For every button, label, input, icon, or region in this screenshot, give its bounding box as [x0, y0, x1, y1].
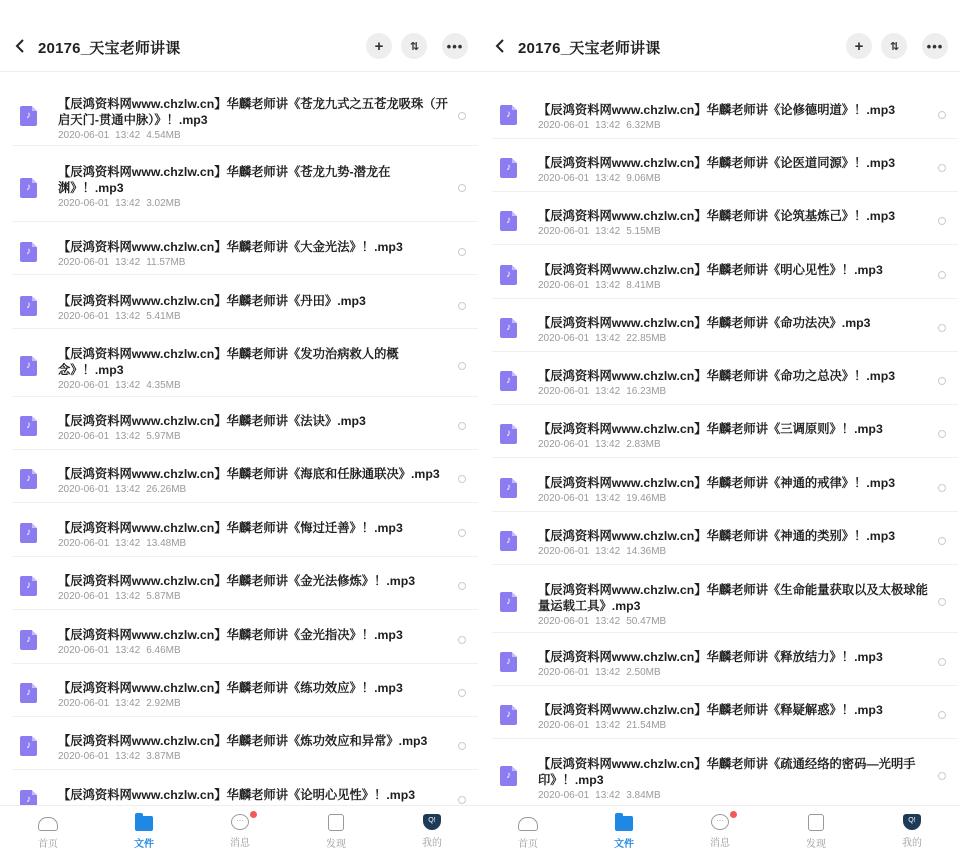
- file-time: 13:42: [595, 720, 621, 731]
- audio-file-icon: ♪: [20, 576, 37, 596]
- file-row[interactable]: [12, 459, 478, 503]
- tab-label: 我的: [902, 838, 922, 849]
- folder-icon: [615, 816, 633, 831]
- file-name: 【辰鸿资料网www.chzlw.cn】华麟老师讲《论医道同源》！.mp3: [538, 156, 896, 170]
- file-date: 2020-06-01: [538, 333, 590, 344]
- file-row[interactable]: [12, 566, 478, 610]
- file-size: 8.41MB: [626, 280, 661, 291]
- file-row[interactable]: [12, 673, 478, 717]
- file-time: 13:42: [115, 484, 141, 495]
- add-button[interactable]: +: [366, 33, 392, 59]
- header: [0, 0, 480, 72]
- file-meta: [58, 198, 181, 210]
- file-time: 13:42: [115, 591, 141, 602]
- file-time: 13:42: [595, 667, 621, 678]
- audio-file-icon: ♪: [20, 416, 37, 436]
- select-radio[interactable]: [458, 302, 466, 310]
- file-name: 【辰鸿资料网www.chzlw.cn】华麟老师讲《海底和任脉通联决》.mp3: [58, 467, 440, 481]
- audio-file-icon: ♪: [500, 424, 517, 444]
- file-meta: [58, 257, 185, 269]
- file-date: 2020-06-01: [538, 439, 590, 450]
- file-size: 3.02MB: [146, 198, 181, 209]
- file-size: 4.35MB: [146, 380, 181, 391]
- tab-message[interactable]: [192, 806, 288, 853]
- file-time: 13:42: [115, 645, 141, 656]
- file-name: 【辰鸿资料网www.chzlw.cn】华麟老师讲《神通的戒律》！.mp3: [538, 476, 896, 490]
- file-time: 13:42: [115, 698, 141, 709]
- file-meta: [58, 484, 186, 496]
- file-size: 21.54MB: [626, 720, 667, 731]
- audio-file-icon: ♪: [500, 105, 517, 125]
- file-name: 【辰鸿资料网www.chzlw.cn】华麟老师讲《炼功效应和异常》.mp3: [58, 734, 428, 748]
- profile-icon: Q!: [903, 814, 921, 830]
- file-meta: [538, 790, 661, 802]
- tab-label: 发现: [326, 839, 346, 850]
- file-name: 【辰鸿资料网www.chzlw.cn】华麟老师讲《悔过迁善》！.mp3: [58, 521, 403, 535]
- file-meta: [58, 538, 186, 550]
- file-row[interactable]: [12, 339, 478, 397]
- tab-label: 文件: [134, 839, 154, 850]
- file-meta: [58, 698, 181, 710]
- file-size: 5.97MB: [146, 431, 181, 442]
- file-meta: [538, 546, 666, 558]
- file-size: 2.50MB: [626, 667, 661, 678]
- file-date: 2020-06-01: [58, 257, 110, 268]
- tab-profile[interactable]: [864, 806, 960, 853]
- tab-label: 文件: [614, 839, 634, 850]
- file-time: 13:42: [595, 616, 621, 627]
- select-radio[interactable]: [458, 742, 466, 750]
- file-date: 2020-06-01: [538, 226, 590, 237]
- tab-label: 消息: [230, 838, 250, 849]
- message-icon: ···: [711, 814, 729, 830]
- audio-file-icon: ♪: [20, 523, 37, 543]
- file-meta: [538, 226, 661, 238]
- audio-file-icon: ♪: [500, 652, 517, 672]
- file-meta: [58, 645, 181, 657]
- file-meta: [538, 333, 666, 345]
- select-radio[interactable]: [458, 796, 466, 804]
- file-date: 2020-06-01: [58, 311, 110, 322]
- audio-file-icon: ♪: [500, 766, 517, 786]
- file-time: 13:42: [595, 439, 621, 450]
- file-size: 19.46MB: [626, 493, 667, 504]
- file-meta: [58, 591, 181, 603]
- select-radio[interactable]: [938, 377, 946, 385]
- page-title: 20176_天宝老师讲课: [518, 40, 661, 57]
- page-title: 20176_天宝老师讲课: [38, 40, 181, 57]
- select-radio[interactable]: [938, 217, 946, 225]
- back-arrow-icon[interactable]: [492, 34, 510, 58]
- file-row[interactable]: [492, 201, 958, 245]
- file-name: 【辰鸿资料网www.chzlw.cn】华麟老师讲《释疑解惑》！.mp3: [538, 703, 883, 717]
- home-icon: [38, 817, 58, 831]
- file-row[interactable]: [12, 406, 478, 450]
- more-button[interactable]: •••: [922, 33, 948, 59]
- file-size: 16.23MB: [626, 386, 667, 397]
- file-row[interactable]: [492, 749, 958, 807]
- file-time: 13:42: [115, 431, 141, 442]
- file-name: 【辰鸿资料网www.chzlw.cn】华麟老师讲《三调原则》！.mp3: [538, 422, 883, 436]
- file-name: 【辰鸿资料网www.chzlw.cn】华麟老师讲《练功效应》！.mp3: [58, 681, 403, 695]
- select-radio[interactable]: [458, 362, 466, 370]
- file-size: 3.84MB: [626, 790, 661, 801]
- file-name: 【辰鸿资料网www.chzlw.cn】华麟老师讲《法诀》.mp3: [58, 414, 366, 428]
- tab-label: 我的: [422, 838, 442, 849]
- file-name: 【辰鸿资料网www.chzlw.cn】华麟老师讲《论修德明道》！.mp3: [538, 103, 896, 117]
- file-date: 2020-06-01: [58, 645, 110, 656]
- select-radio[interactable]: [458, 184, 466, 192]
- file-name: 【辰鸿资料网www.chzlw.cn】华麟老师讲《论筑基炼己》！.mp3: [538, 209, 896, 223]
- select-radio[interactable]: [458, 582, 466, 590]
- file-time: 13:42: [595, 493, 621, 504]
- file-date: 2020-06-01: [538, 493, 590, 504]
- tab-discover[interactable]: [288, 806, 384, 853]
- file-date: 2020-06-01: [538, 790, 590, 801]
- audio-file-icon: ♪: [20, 296, 37, 316]
- file-time: 13:42: [595, 280, 621, 291]
- audio-file-icon: ♪: [500, 592, 517, 612]
- file-size: 6.46MB: [146, 645, 181, 656]
- file-name: 【辰鸿资料网www.chzlw.cn】华麟老师讲《金光指决》！.mp3: [58, 628, 403, 642]
- audio-file-icon: ♪: [500, 705, 517, 725]
- file-row[interactable]: [492, 642, 958, 686]
- file-date: 2020-06-01: [538, 616, 590, 627]
- audio-file-icon: ♪: [20, 106, 37, 126]
- file-list[interactable]: [0, 72, 480, 805]
- file-name: 【辰鸿资料网www.chzlw.cn】华麟老师讲《苍龙九势-潜龙在渊》！.mp3: [58, 165, 391, 195]
- audio-file-icon: ♪: [20, 736, 37, 756]
- file-row[interactable]: [492, 95, 958, 139]
- file-row[interactable]: [492, 361, 958, 405]
- file-row[interactable]: [492, 575, 958, 633]
- file-time: 13:42: [115, 751, 141, 762]
- audio-file-icon: ♪: [500, 158, 517, 178]
- file-size: 2.92MB: [146, 698, 181, 709]
- file-meta: [538, 173, 661, 185]
- file-row[interactable]: [492, 148, 958, 192]
- file-time: 13:42: [115, 130, 141, 141]
- audio-file-icon: ♪: [20, 790, 37, 810]
- file-row[interactable]: [492, 414, 958, 458]
- file-name: 【辰鸿资料网www.chzlw.cn】华麟老师讲《命功法决》.mp3: [538, 316, 871, 330]
- tab-home[interactable]: [0, 806, 96, 853]
- file-name: 【辰鸿资料网www.chzlw.cn】华麟老师讲《释放结力》！.mp3: [538, 650, 883, 664]
- audio-file-icon: ♪: [20, 469, 37, 489]
- file-size: 11.57MB: [146, 257, 186, 268]
- tab-label: 发现: [806, 839, 826, 850]
- message-icon: ···: [231, 814, 249, 830]
- file-name: 【辰鸿资料网www.chzlw.cn】华麟老师讲《金光法修炼》！.mp3: [58, 574, 416, 588]
- file-size: 22.85MB: [626, 333, 667, 344]
- file-meta: [538, 439, 661, 451]
- audio-file-icon: ♪: [20, 242, 37, 262]
- select-radio[interactable]: [938, 484, 946, 492]
- file-time: 13:42: [115, 311, 141, 322]
- select-radio[interactable]: [458, 636, 466, 644]
- file-meta: [538, 386, 666, 398]
- file-row[interactable]: [12, 232, 478, 275]
- file-date: 2020-06-01: [538, 667, 590, 678]
- file-meta: [58, 751, 181, 763]
- file-row[interactable]: [492, 468, 958, 512]
- sort-button[interactable]: ⇅: [401, 33, 427, 59]
- sort-button[interactable]: ⇅: [881, 33, 907, 59]
- file-date: 2020-06-01: [538, 173, 590, 184]
- file-meta: [58, 380, 181, 392]
- right-panel: [480, 0, 960, 853]
- file-name: 【辰鸿资料网www.chzlw.cn】华麟老师讲《神通的类别》！.mp3: [538, 529, 896, 543]
- file-date: 2020-06-01: [58, 538, 110, 549]
- discover-icon: [328, 814, 344, 831]
- file-row[interactable]: [492, 521, 958, 565]
- file-date: 2020-06-01: [58, 431, 110, 442]
- tab-label: 首页: [518, 839, 538, 850]
- file-name: 【辰鸿资料网www.chzlw.cn】华麟老师讲《大金光法》！.mp3: [58, 240, 403, 254]
- file-time: 13:42: [595, 120, 621, 131]
- notification-dot: [250, 811, 257, 818]
- file-row[interactable]: [492, 255, 958, 299]
- tab-bar: [480, 805, 960, 853]
- file-size: 5.15MB: [626, 226, 661, 237]
- file-meta: [538, 493, 666, 505]
- file-time: 13:42: [595, 226, 621, 237]
- audio-file-icon: ♪: [500, 211, 517, 231]
- select-radio[interactable]: [938, 111, 946, 119]
- file-meta: [58, 431, 181, 443]
- back-arrow-icon[interactable]: [12, 34, 30, 58]
- select-radio[interactable]: [458, 422, 466, 430]
- file-time: 13:42: [115, 538, 141, 549]
- profile-icon: Q!: [423, 814, 441, 830]
- tab-bar: [0, 805, 480, 853]
- select-radio[interactable]: [938, 772, 946, 780]
- header: [480, 0, 960, 72]
- file-date: 2020-06-01: [58, 591, 110, 602]
- audio-file-icon: ♪: [500, 371, 517, 391]
- tab-folder[interactable]: [96, 806, 192, 853]
- file-size: 2.83MB: [626, 439, 661, 450]
- file-meta: [58, 311, 181, 323]
- file-date: 2020-06-01: [58, 130, 110, 141]
- discover-icon: [808, 814, 824, 831]
- audio-file-icon: ♪: [500, 531, 517, 551]
- file-name: 【辰鸿资料网www.chzlw.cn】华麟老师讲《发功治病救人的概念》！.mp3: [58, 347, 399, 377]
- file-name: 【辰鸿资料网www.chzlw.cn】华麟老师讲《论明心见性》！.mp3: [58, 788, 416, 802]
- file-time: 13:42: [595, 386, 621, 397]
- file-size: 26.26MB: [146, 484, 187, 495]
- select-radio[interactable]: [458, 689, 466, 697]
- file-name: 【辰鸿资料网www.chzlw.cn】华麟老师讲《明心见性》！.mp3: [538, 263, 883, 277]
- add-button[interactable]: +: [846, 33, 872, 59]
- file-name: 【辰鸿资料网www.chzlw.cn】华麟老师讲《苍龙九式之五苍龙吸珠（开启天门-贯通中脉）》！.mp3: [58, 97, 448, 127]
- file-date: 2020-06-01: [538, 280, 590, 291]
- select-radio[interactable]: [938, 658, 946, 666]
- audio-file-icon: ♪: [20, 683, 37, 703]
- file-name: 【辰鸿资料网www.chzlw.cn】华麟老师讲《命功之总决》！.mp3: [538, 369, 896, 383]
- file-date: 2020-06-01: [58, 380, 110, 391]
- file-size: 4.54MB: [146, 130, 181, 141]
- select-radio[interactable]: [938, 711, 946, 719]
- file-time: 13:42: [595, 790, 621, 801]
- file-date: 2020-06-01: [538, 386, 590, 397]
- file-name: 【辰鸿资料网www.chzlw.cn】华麟老师讲《丹田》.mp3: [58, 294, 366, 308]
- file-time: 13:42: [595, 333, 621, 344]
- file-time: 13:42: [595, 173, 621, 184]
- select-radio[interactable]: [458, 248, 466, 256]
- file-list[interactable]: [480, 72, 960, 805]
- audio-file-icon: ♪: [500, 478, 517, 498]
- file-size: 13.48MB: [146, 538, 187, 549]
- file-meta: [538, 616, 666, 628]
- tab-folder[interactable]: [576, 806, 672, 853]
- file-date: 2020-06-01: [58, 751, 110, 762]
- select-radio[interactable]: [938, 271, 946, 279]
- file-row[interactable]: [12, 89, 478, 146]
- file-time: 13:42: [115, 198, 141, 209]
- file-row[interactable]: [492, 695, 958, 739]
- audio-file-icon: ♪: [20, 178, 37, 198]
- tab-label: 消息: [710, 838, 730, 849]
- select-radio[interactable]: [938, 537, 946, 545]
- tab-home[interactable]: [480, 806, 576, 853]
- more-button[interactable]: •••: [442, 33, 468, 59]
- select-radio[interactable]: [938, 598, 946, 606]
- file-size: 14.36MB: [626, 546, 667, 557]
- file-time: 13:42: [115, 257, 141, 268]
- audio-file-icon: ♪: [500, 265, 517, 285]
- file-date: 2020-06-01: [58, 698, 110, 709]
- audio-file-icon: ♪: [20, 356, 37, 376]
- file-name: 【辰鸿资料网www.chzlw.cn】华麟老师讲《生命能量获取以及太极球能量运载工具》.mp3: [538, 583, 928, 613]
- file-date: 2020-06-01: [538, 120, 590, 131]
- select-radio[interactable]: [938, 324, 946, 332]
- file-row[interactable]: [12, 513, 478, 557]
- file-date: 2020-06-01: [58, 484, 110, 495]
- file-time: 13:42: [595, 546, 621, 557]
- file-row[interactable]: [492, 308, 958, 352]
- file-row[interactable]: [12, 286, 478, 329]
- file-size: 9.06MB: [626, 173, 661, 184]
- file-row[interactable]: [12, 157, 478, 222]
- tab-discover[interactable]: [768, 806, 864, 853]
- file-size: 5.87MB: [146, 591, 181, 602]
- select-radio[interactable]: [938, 430, 946, 438]
- select-radio[interactable]: [458, 529, 466, 537]
- file-name: 【辰鸿资料网www.chzlw.cn】华麟老师讲《疏通经络的密码—光明手印》！.mp3: [538, 757, 916, 787]
- select-radio[interactable]: [938, 164, 946, 172]
- audio-file-icon: ♪: [20, 630, 37, 650]
- file-row[interactable]: [12, 726, 478, 770]
- file-meta: [538, 667, 661, 679]
- file-date: 2020-06-01: [58, 198, 110, 209]
- file-size: 50.47MB: [626, 616, 667, 627]
- tab-label: 首页: [38, 839, 58, 850]
- file-size: 5.41MB: [146, 311, 181, 322]
- select-radio[interactable]: [458, 475, 466, 483]
- file-meta: [58, 130, 181, 142]
- audio-file-icon: ♪: [500, 318, 517, 338]
- file-date: 2020-06-01: [538, 546, 590, 557]
- file-meta: [538, 280, 661, 292]
- file-meta: [538, 720, 666, 732]
- file-size: 3.87MB: [146, 751, 181, 762]
- folder-icon: [135, 816, 153, 831]
- file-time: 13:42: [115, 380, 141, 391]
- notification-dot: [730, 811, 737, 818]
- select-radio[interactable]: [458, 112, 466, 120]
- file-row[interactable]: [12, 620, 478, 664]
- file-date: 2020-06-01: [538, 720, 590, 731]
- file-size: 6.32MB: [626, 120, 661, 131]
- tab-message[interactable]: [672, 806, 768, 853]
- tab-profile[interactable]: [384, 806, 480, 853]
- home-icon: [518, 817, 538, 831]
- file-meta: [538, 120, 661, 132]
